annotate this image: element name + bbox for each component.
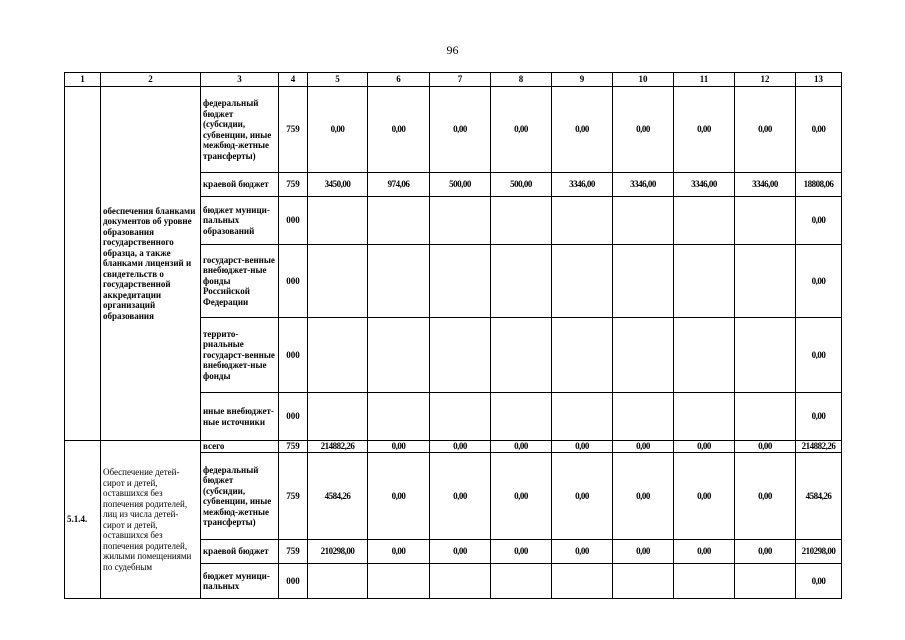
value-cell: 3346,00 <box>735 173 796 197</box>
value-cell <box>491 245 552 318</box>
total-cell: 0,00 <box>796 318 842 393</box>
value-cell: 0,00 <box>552 453 613 540</box>
value-cell: 4584,26 <box>308 453 368 540</box>
value-cell <box>613 393 674 441</box>
value-cell <box>735 245 796 318</box>
value-cell: 0,00 <box>613 441 674 453</box>
value-cell <box>613 318 674 393</box>
value-cell <box>491 197 552 245</box>
value-cell: 0,00 <box>491 453 552 540</box>
value-cell <box>552 393 613 441</box>
total-cell: 0,00 <box>796 87 842 173</box>
kbk-code: 759 <box>279 173 308 197</box>
value-cell: 0,00 <box>430 453 491 540</box>
value-cell: 0,00 <box>491 87 552 173</box>
value-cell <box>613 564 674 599</box>
kbk-code: 000 <box>279 318 308 393</box>
value-cell <box>308 245 368 318</box>
funding-source: бюджет муници-пальных образований <box>201 197 279 245</box>
total-cell: 0,00 <box>796 197 842 245</box>
header-cell: 2 <box>101 73 201 87</box>
value-cell <box>613 245 674 318</box>
total-cell: 18808,06 <box>796 173 842 197</box>
value-cell: 0,00 <box>735 87 796 173</box>
value-cell: 3346,00 <box>613 173 674 197</box>
funding-source: краевой бюджет <box>201 540 279 564</box>
value-cell: 0,00 <box>430 441 491 453</box>
funding-source: иные внебюджет-ные источники <box>201 393 279 441</box>
value-cell <box>735 564 796 599</box>
total-cell: 210298,00 <box>796 540 842 564</box>
header-cell: 13 <box>796 73 842 87</box>
item-name: Обеспечение детей-сирот и детей, оставшихся без попечения родителей, лиц из числа детей-сирот и детей, оставшихся без попечения родителей, жилыми помещениями по судебным <box>101 441 201 599</box>
kbk-code: 000 <box>279 393 308 441</box>
value-cell <box>735 393 796 441</box>
value-cell: 214882,26 <box>308 441 368 453</box>
value-cell: 0,00 <box>674 540 735 564</box>
value-cell: 3346,00 <box>674 173 735 197</box>
funding-source: бюджет муници-пальных <box>201 564 279 599</box>
table-row <box>65 87 842 173</box>
value-cell: 974,06 <box>368 173 430 197</box>
value-cell: 3346,00 <box>552 173 613 197</box>
value-cell <box>368 245 430 318</box>
value-cell <box>491 564 552 599</box>
value-cell <box>552 318 613 393</box>
value-cell <box>552 245 613 318</box>
value-cell <box>430 393 491 441</box>
value-cell <box>308 393 368 441</box>
total-cell: 4584,26 <box>796 453 842 540</box>
funding-source: федеральный бюджет (субсидии, субвенции, иные межбюд-жетные трансферты) <box>201 87 279 173</box>
value-cell: 0,00 <box>368 540 430 564</box>
page-number: 96 <box>446 43 459 57</box>
value-cell: 0,00 <box>368 453 430 540</box>
funding-source: террито-риальные государст-венные внебюджет-ные фонды <box>201 318 279 393</box>
value-cell <box>430 245 491 318</box>
value-cell: 0,00 <box>552 441 613 453</box>
value-cell <box>674 318 735 393</box>
value-cell: 0,00 <box>368 87 430 173</box>
header-cell: 4 <box>279 73 308 87</box>
value-cell <box>552 197 613 245</box>
funding-source: государст-венные внебюджет-ные фонды Российской Федерации <box>201 245 279 318</box>
kbk-code: 759 <box>279 540 308 564</box>
value-cell: 0,00 <box>735 453 796 540</box>
value-cell: 0,00 <box>735 441 796 453</box>
value-cell: 0,00 <box>613 453 674 540</box>
header-cell: 12 <box>735 73 796 87</box>
value-cell: 500,00 <box>491 173 552 197</box>
item-code: 5.1.4. <box>65 441 101 599</box>
item-code <box>65 87 101 441</box>
header-cell: 11 <box>674 73 735 87</box>
header-cell: 1 <box>65 73 101 87</box>
value-cell <box>308 318 368 393</box>
header-cell: 8 <box>491 73 552 87</box>
value-cell: 500,00 <box>430 173 491 197</box>
header-cell: 6 <box>368 73 430 87</box>
value-cell <box>674 245 735 318</box>
value-cell: 0,00 <box>674 453 735 540</box>
value-cell <box>735 318 796 393</box>
value-cell <box>735 197 796 245</box>
value-cell: 0,00 <box>491 441 552 453</box>
value-cell <box>368 564 430 599</box>
budget-table <box>64 72 842 599</box>
total-cell: 214882,26 <box>796 441 842 453</box>
value-cell <box>674 197 735 245</box>
value-cell <box>491 393 552 441</box>
header-cell: 7 <box>430 73 491 87</box>
value-cell <box>368 197 430 245</box>
value-cell <box>674 564 735 599</box>
value-cell: 0,00 <box>674 441 735 453</box>
value-cell <box>368 318 430 393</box>
value-cell: 0,00 <box>430 87 491 173</box>
kbk-code: 759 <box>279 441 308 453</box>
kbk-code: 759 <box>279 87 308 173</box>
kbk-code: 000 <box>279 564 308 599</box>
header-cell: 10 <box>613 73 674 87</box>
header-cell: 5 <box>308 73 368 87</box>
kbk-code: 759 <box>279 453 308 540</box>
value-cell <box>552 564 613 599</box>
value-cell: 0,00 <box>674 87 735 173</box>
kbk-code: 000 <box>279 197 308 245</box>
table-row <box>65 441 842 453</box>
value-cell: 0,00 <box>308 87 368 173</box>
total-cell: 0,00 <box>796 564 842 599</box>
total-cell: 0,00 <box>796 393 842 441</box>
total-cell: 0,00 <box>796 245 842 318</box>
value-cell <box>674 393 735 441</box>
value-cell <box>308 564 368 599</box>
value-cell <box>613 197 674 245</box>
value-cell <box>430 564 491 599</box>
value-cell: 0,00 <box>735 540 796 564</box>
value-cell: 210298,00 <box>308 540 368 564</box>
value-cell: 0,00 <box>613 87 674 173</box>
value-cell <box>491 318 552 393</box>
item-name: обеспечения бланками документов об уровне образования государственного образца, а также бланками лицензий и свидетельств о государственной аккредитации организаций образования <box>101 87 201 441</box>
value-cell: 0,00 <box>368 441 430 453</box>
value-cell <box>430 318 491 393</box>
value-cell <box>308 197 368 245</box>
value-cell: 0,00 <box>552 540 613 564</box>
header-row <box>65 73 842 87</box>
value-cell: 0,00 <box>430 540 491 564</box>
funding-source: федеральный бюджет (субсидии, субвенции, иные межбюд-жетные трансферты) <box>201 453 279 540</box>
header-cell: 9 <box>552 73 613 87</box>
value-cell: 0,00 <box>491 540 552 564</box>
value-cell <box>368 393 430 441</box>
value-cell: 0,00 <box>552 87 613 173</box>
value-cell: 0,00 <box>613 540 674 564</box>
funding-source: всего <box>201 441 279 453</box>
value-cell <box>430 197 491 245</box>
value-cell: 3450,00 <box>308 173 368 197</box>
kbk-code: 000 <box>279 245 308 318</box>
funding-source: краевой бюджет <box>201 173 279 197</box>
header-cell: 3 <box>201 73 279 87</box>
